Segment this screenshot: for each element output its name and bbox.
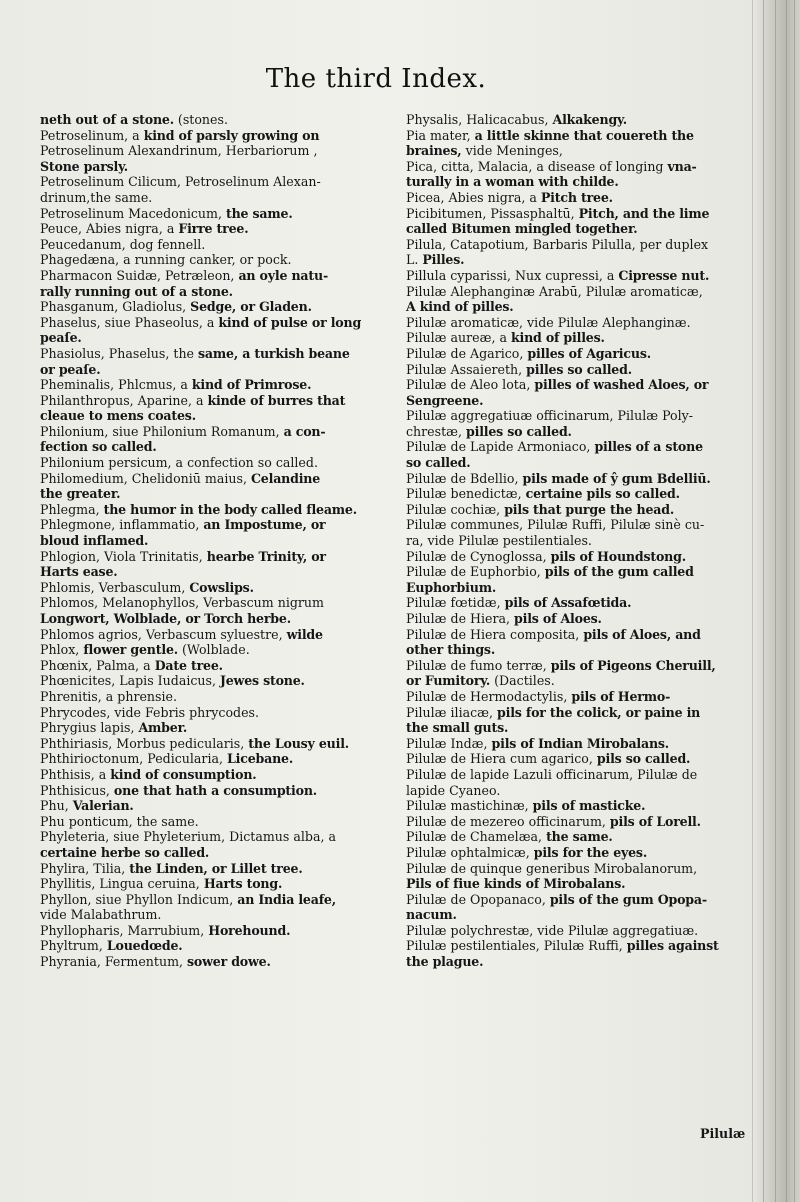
entry-latin: Phœnix, Palma, a <box>40 657 155 673</box>
entry-latin: Physalis, Halicacabus, <box>406 112 553 127</box>
entry-tail: (stones. <box>173 112 228 127</box>
index-entry <box>406 783 742 799</box>
entry-english: pils of Lorell. <box>609 813 701 829</box>
entry-english: kind of Primrose. <box>191 377 312 393</box>
entry-english: an India leafe, <box>237 891 336 907</box>
index-entry <box>406 471 742 487</box>
entry-latin: Phrycodes, vide Febris phrycodes. <box>40 704 260 720</box>
index-entry <box>406 268 742 284</box>
entry-latin: Pilulæ mastichinæ, <box>406 798 533 814</box>
entry-english: so called. <box>406 455 471 471</box>
entry-english: pils of masticke. <box>532 798 646 814</box>
entry-latin: Phlox, <box>40 642 84 658</box>
entry-english: vna- <box>667 158 697 174</box>
entry-english: Pils of fiue kinds of Mirobalans. <box>406 876 626 892</box>
entry-latin: L. <box>406 252 423 268</box>
index-entry <box>40 517 390 533</box>
entry-english: pils of Pigeons Cheruill, <box>550 657 716 673</box>
entry-english: pilles of a stone <box>594 439 703 455</box>
index-entry <box>406 814 742 830</box>
entry-english: peaſe. <box>40 330 82 346</box>
entry-latin: Phthirioctonum, Pedicularia, <box>40 751 227 767</box>
entry-english: Euphorbium. <box>406 579 497 595</box>
index-entry <box>40 346 390 362</box>
entry-english: Harts tong. <box>203 876 283 892</box>
index-entry <box>406 206 742 222</box>
index-entry <box>406 861 742 877</box>
entry-english: the same. <box>546 829 613 845</box>
entry-latin: Phu, <box>40 798 73 814</box>
entry-latin: Philonium persicum, a confection so called. <box>40 455 318 471</box>
entry-latin: Peucedanum, dog fennell. <box>40 236 206 252</box>
index-entry <box>406 174 742 190</box>
index-entry <box>406 720 742 736</box>
index-entry <box>40 954 390 970</box>
index-entry <box>40 923 390 939</box>
index-entry <box>40 252 390 268</box>
entry-latin: Peuce, Abies nigra, a <box>40 221 179 237</box>
entry-english: kinde of burres that <box>207 392 346 408</box>
index-entry <box>40 533 390 549</box>
entry-latin: Pilulæ de Hiera, <box>406 611 515 626</box>
entry-english: nacum. <box>406 907 457 923</box>
index-entry <box>406 611 742 627</box>
index-entry <box>406 190 742 206</box>
entry-latin: Phaselus, siue Phaseolus, a <box>40 314 219 330</box>
index-entry <box>40 580 390 596</box>
entry-latin: Pilulæ aggregatiuæ officinarum, Pilulæ Poly- <box>406 408 694 424</box>
entry-english: Pitch, and the lime <box>578 205 710 221</box>
entry-latin: Phylira, Tilia, <box>40 860 130 876</box>
entry-latin: Phthiriasis, Morbus pedicularis, <box>40 735 249 751</box>
entry-english: pils of Houndstong. <box>550 548 686 564</box>
index-entry <box>40 673 390 689</box>
entry-latin: Picea, Abies nigra, a <box>406 189 541 205</box>
page-header: The third Index. <box>265 64 487 94</box>
entry-latin: drinum,the same. <box>40 189 153 205</box>
index-entry <box>40 627 390 643</box>
entry-latin: Phasiolus, Phaselus, the <box>40 345 199 361</box>
index-entry <box>40 751 390 767</box>
index-entry <box>406 315 742 331</box>
entry-english: the small guts. <box>406 720 509 736</box>
index-entry <box>406 533 742 549</box>
entry-latin: Picibitumen, Pissasphaltū, <box>406 205 579 221</box>
index-entry <box>406 595 742 611</box>
entry-latin: Pilulæ pestilentiales, Pilulæ Ruffi, <box>406 938 627 954</box>
index-entry <box>40 362 390 378</box>
index-entry <box>40 829 390 845</box>
entry-latin: Pilulæ de Bdellio, <box>406 470 523 486</box>
entry-latin: Phlegmone, inflammatio, <box>40 517 204 533</box>
index-entry <box>406 128 742 144</box>
entry-english: pils of the gum called <box>544 564 694 580</box>
entry-english: pils of Assafœtida. <box>504 595 632 611</box>
entry-latin: Philanthropus, Aparine, a <box>40 392 208 408</box>
entry-english: Longwort, Wolblade, or Torch herbe. <box>40 611 291 626</box>
entry-english: the Linden, or Lillet tree. <box>129 860 303 876</box>
index-entry <box>40 736 390 752</box>
catchword: Pilulæ <box>700 1126 746 1141</box>
entry-latin: Pilulæ de Chamelæa, <box>406 829 547 845</box>
index-column-right <box>406 112 742 970</box>
index-entry <box>406 455 742 471</box>
entry-latin: Philomedium, Chelidoniū maius, <box>40 470 251 486</box>
entry-english: Stone parsly. <box>40 158 128 174</box>
entry-english: pilles so called. <box>526 361 632 377</box>
entry-latin: Phyllopharis, Marrubium, <box>40 922 209 938</box>
index-entry <box>406 938 742 954</box>
entry-latin: Pilulæ de Euphorbio, <box>406 564 545 580</box>
entry-tail: (Wolblade. <box>177 642 250 658</box>
entry-latin: Pilulæ aromaticæ, vide Pilulæ Alephanginæ. <box>406 314 691 330</box>
index-entry <box>40 174 390 190</box>
index-entry <box>406 143 742 159</box>
entry-english: an Impostume, or <box>203 517 326 533</box>
index-entry <box>40 408 390 424</box>
index-entry <box>40 439 390 455</box>
entry-english: or peaſe. <box>40 361 101 377</box>
entry-english: pils of Aloes. <box>514 611 602 626</box>
entry-latin: Pilulæ communes, Pilulæ Ruffi, Pilulæ sinè cu- <box>406 517 705 533</box>
entry-latin: lapide Cyaneo. <box>406 782 501 798</box>
index-entry <box>406 923 742 939</box>
index-entry <box>406 907 742 923</box>
index-entry <box>40 767 390 783</box>
entry-english: sower dowe. <box>187 954 271 970</box>
entry-english: Date tree. <box>154 657 223 673</box>
entry-latin: Pilulæ cochiæ, <box>406 501 505 517</box>
entry-english: pils for the colick, or paine in <box>497 704 701 720</box>
entry-latin: Pillula cyparissi, Nux cupressi, a <box>406 267 619 283</box>
entry-english: neth out of a stone. <box>40 112 174 127</box>
index-entry <box>406 892 742 908</box>
entry-english: Louedœde. <box>106 938 183 954</box>
entry-latin: ra, vide Pilulæ pestilentiales. <box>406 533 592 549</box>
entry-latin: Pilulæ de Hermodactylis, <box>406 688 572 704</box>
entry-english: or Fumitory. <box>406 673 491 689</box>
entry-english: pils of Indian Mirobalans. <box>491 735 669 751</box>
entry-latin: Phyleteria, siue Phyleterium, Dictamus alba, a <box>40 829 337 845</box>
entry-english: kind of parsly growing on <box>143 127 320 143</box>
entry-english: one that hath a consumption. <box>113 782 317 798</box>
index-entry <box>40 861 390 877</box>
entry-english: pils so called. <box>596 751 691 767</box>
index-entry <box>40 206 390 222</box>
entry-english: pils of the gum Opopa- <box>549 891 707 907</box>
index-entry <box>40 938 390 954</box>
index-entry <box>406 284 742 300</box>
index-entry <box>40 814 390 830</box>
entry-english: Amber. <box>138 720 188 736</box>
index-entry <box>406 377 742 393</box>
index-entry <box>40 112 390 128</box>
index-entry <box>40 705 390 721</box>
index-entry <box>406 237 742 253</box>
index-entry <box>406 424 742 440</box>
book-spine-shadow <box>752 0 800 1202</box>
entry-english: hearbe Trinity, or <box>206 548 326 564</box>
entry-latin: Phlomos agrios, Verbascum syluestre, <box>40 626 287 642</box>
index-entry <box>40 330 390 346</box>
entry-latin: Pilulæ Indæ, <box>406 735 492 751</box>
entry-english: kind of pulse or long <box>218 314 362 330</box>
index-entry <box>40 377 390 393</box>
entry-tail: (Dactiles. <box>490 673 555 689</box>
entry-english: other things. <box>406 642 495 658</box>
entry-english: wilde <box>286 626 323 642</box>
index-entry <box>406 299 742 315</box>
entry-latin: Petroselinum Cilicum, Petroselinum Alexan- <box>40 174 321 190</box>
entry-latin: Pharmacon Suidæ, Petræleon, <box>40 267 239 283</box>
entry-english: the humor in the body called fleame. <box>103 501 357 517</box>
index-entry <box>406 705 742 721</box>
entry-latin: Pilulæ benedictæ, <box>406 486 526 502</box>
entry-english: Cipresse nut. <box>618 267 710 283</box>
entry-latin: Phlomis, Verbasculum, <box>40 579 190 595</box>
entry-latin: Petroselinum Macedonicum, <box>40 205 226 221</box>
entry-latin: Pilulæ polychrestæ, vide Pilulæ aggregatiuæ. <box>406 922 699 938</box>
index-entry <box>406 486 742 502</box>
entry-english: Licebane. <box>227 751 294 767</box>
entry-english: certaine herbe so called. <box>40 844 210 860</box>
entry-latin: Philonium, siue Philonium Romanum, <box>40 423 284 439</box>
entry-english: Sedge, or Gladen. <box>190 299 312 315</box>
index-entry <box>40 876 390 892</box>
index-entry <box>40 268 390 284</box>
entry-latin: Phyrania, Fermentum, <box>40 954 188 970</box>
entry-latin: Pilula, Catapotium, Barbaris Pilulla, per duplex <box>406 236 709 252</box>
entry-english: Jewes stone. <box>219 673 305 689</box>
entry-latin: vide Malabathrum. <box>40 907 162 923</box>
entry-english: Harts ease. <box>40 564 118 580</box>
entry-english: flower gentle. <box>83 642 178 658</box>
entry-english: same, a turkish beane <box>198 345 350 361</box>
index-entry <box>40 892 390 908</box>
entry-latin: chrestæ, <box>406 423 467 439</box>
index-entry <box>40 845 390 861</box>
entry-latin: Phyllitis, Lingua ceruina, <box>40 876 204 892</box>
index-entry <box>406 845 742 861</box>
entry-latin: Pilulæ de Hiera cum agarico, <box>406 751 597 767</box>
entry-english: a con- <box>283 423 326 439</box>
index-entry <box>40 798 390 814</box>
index-entry <box>40 221 390 237</box>
index-entry <box>406 876 742 892</box>
entry-latin: Phrenitis, a phrensie. <box>40 688 177 704</box>
index-entry <box>406 580 742 596</box>
index-entry <box>40 658 390 674</box>
index-entry <box>40 393 390 409</box>
index-entry <box>406 767 742 783</box>
entry-english: fection so called. <box>40 439 157 455</box>
index-entry <box>406 362 742 378</box>
index-entry <box>40 284 390 300</box>
index-entry <box>406 330 742 346</box>
entry-english: pilles so called. <box>466 423 572 439</box>
entry-english: the plague. <box>406 954 484 970</box>
entry-latin: Pica, citta, Malacia, a disease of longing <box>406 158 668 174</box>
entry-latin: Phagedæna, a running canker, or pock. <box>40 252 292 268</box>
index-entry <box>40 237 390 253</box>
entry-english: a little skinne that couereth the <box>474 127 694 143</box>
entry-latin: Petroselinum, a <box>40 127 144 143</box>
entry-latin: Phu ponticum, the same. <box>40 813 199 829</box>
entry-latin: Phyllon, siue Phyllon Indicum, <box>40 891 238 907</box>
entry-latin: Pilulæ aureæ, a <box>406 330 511 346</box>
index-entry <box>40 549 390 565</box>
index-entry <box>406 736 742 752</box>
entry-latin: Pilulæ fœtidæ, <box>406 595 505 611</box>
entry-latin: Pilulæ de quinque generibus Mirobalanorum, <box>406 860 698 876</box>
entry-english: pilles of Agaricus. <box>527 345 651 361</box>
entry-english: Sengreene. <box>406 392 484 408</box>
index-entry <box>40 564 390 580</box>
index-column-left <box>40 112 390 970</box>
entry-latin: Pilulæ Assaiereth, <box>406 361 527 377</box>
entry-english: Alkakengy. <box>552 112 627 127</box>
entry-latin: Pilulæ de lapide Lazuli officinarum, Pilulæ de <box>406 766 698 782</box>
entry-latin: Phlogion, Viola Trinitatis, <box>40 548 207 564</box>
entry-english: Valerian. <box>72 798 134 814</box>
entry-latin: Phlegma, <box>40 501 104 517</box>
entry-latin: Petroselinum Alexandrinum, Herbariorum , <box>40 143 318 159</box>
entry-english: Pitch tree. <box>540 189 613 205</box>
entry-english: Firre tree. <box>178 221 249 237</box>
entry-latin: Phasganum, Gladiolus, <box>40 299 191 315</box>
index-entry <box>40 315 390 331</box>
entry-english: the greater. <box>40 486 121 502</box>
entry-latin: Phthisicus, <box>40 782 114 798</box>
entry-latin: Phœnicites, Lapis Iudaicus, <box>40 673 220 689</box>
index-entry <box>406 112 742 128</box>
entry-latin: Pilulæ de Cynoglossa, <box>406 548 551 564</box>
index-entry <box>40 424 390 440</box>
index-entry <box>406 564 742 580</box>
entry-latin: Pilulæ de Lapide Armoniaco, <box>406 439 595 455</box>
entry-english: cleaue to mens coates. <box>40 408 196 424</box>
entry-english: turally in a woman with childe. <box>406 174 619 190</box>
index-entry <box>40 143 390 159</box>
index-entry <box>40 190 390 206</box>
entry-english: rally running out of a stone. <box>40 283 233 299</box>
entry-latin: Phlomos, Melanophyllos, Verbascum nigrum <box>40 595 324 611</box>
index-entry <box>406 159 742 175</box>
index-entry <box>406 798 742 814</box>
index-entry <box>40 128 390 144</box>
index-entry <box>40 642 390 658</box>
entry-english: pils for the eyes. <box>533 844 648 860</box>
entry-latin: Pilulæ de Opopanaco, <box>406 891 550 907</box>
entry-latin: Pheminalis, Phlcmus, a <box>40 377 192 393</box>
entry-english: pilles of washed Aloes, or <box>534 377 709 393</box>
index-entry <box>406 673 742 689</box>
index-entry <box>406 408 742 424</box>
index-entry <box>406 393 742 409</box>
entry-english: pils made of ŷ gum Bdelliū. <box>522 470 711 486</box>
entry-english: pils of Hermo- <box>571 688 671 704</box>
index-entry <box>406 751 742 767</box>
entry-english: certaine pils so called. <box>525 486 680 502</box>
entry-tail: vide Meninges, <box>465 143 563 159</box>
entry-latin: Pilulæ de mezereo officinarum, <box>406 813 610 829</box>
entry-latin: Pia mater, <box>406 127 475 143</box>
entry-latin: Pilulæ de fumo terræ, <box>406 657 551 673</box>
index-entry <box>406 346 742 362</box>
index-entry <box>40 611 390 627</box>
entry-english: the Lousy euil. <box>248 735 349 751</box>
entry-latin: Pilulæ ophtalmicæ, <box>406 844 534 860</box>
index-entry <box>40 907 390 923</box>
index-entry <box>40 486 390 502</box>
entry-english: Celandine <box>250 470 321 486</box>
entry-english: bloud inflamed. <box>40 533 149 549</box>
index-entry <box>40 595 390 611</box>
entry-latin: Pilulæ de Aleo lota, <box>406 377 535 393</box>
index-entry <box>406 642 742 658</box>
index-entry <box>40 159 390 175</box>
index-entry <box>406 627 742 643</box>
entry-latin: Pilulæ Alephanginæ Arabū, Pilulæ aromaticæ, <box>406 283 703 299</box>
index-entry <box>406 502 742 518</box>
entry-english: kind of consumption. <box>110 766 257 782</box>
entry-latin: Pilulæ de Agarico, <box>406 345 528 361</box>
index-entry <box>406 252 742 268</box>
index-entry <box>40 471 390 487</box>
index-entry <box>406 549 742 565</box>
entry-english: the same. <box>225 205 293 221</box>
entry-english: an oyle natu- <box>238 267 328 283</box>
entry-latin: Pilulæ iliacæ, <box>406 704 497 720</box>
index-entry <box>406 221 742 237</box>
entry-latin: Phrygius lapis, <box>40 720 139 736</box>
entry-english: called Bitumen mingled together. <box>406 221 638 237</box>
entry-english: Cowslips. <box>189 579 254 595</box>
index-entry <box>40 502 390 518</box>
entry-latin: Pilulæ de Hiera composita, <box>406 626 584 642</box>
index-entry <box>406 517 742 533</box>
index-entry <box>40 455 390 471</box>
entry-english: braines, <box>406 143 466 159</box>
index-entry <box>406 689 742 705</box>
entry-english: kind of pilles. <box>510 330 605 346</box>
index-entry <box>40 689 390 705</box>
entry-english: Pilles. <box>422 252 465 268</box>
index-entry <box>40 783 390 799</box>
index-entry <box>406 954 742 970</box>
entry-english: A kind of pilles. <box>406 299 514 315</box>
index-entry <box>40 299 390 315</box>
index-entry <box>40 720 390 736</box>
entry-english: pils that purge the head. <box>504 501 675 517</box>
entry-english: pils of Aloes, and <box>583 626 701 642</box>
index-entry <box>406 829 742 845</box>
entry-english: Horehound. <box>208 922 291 938</box>
entry-latin: Phyltrum, <box>40 938 107 954</box>
entry-latin: Phthisis, a <box>40 766 111 782</box>
entry-english: pilles against <box>626 938 719 954</box>
index-entry <box>406 439 742 455</box>
index-entry <box>406 658 742 674</box>
